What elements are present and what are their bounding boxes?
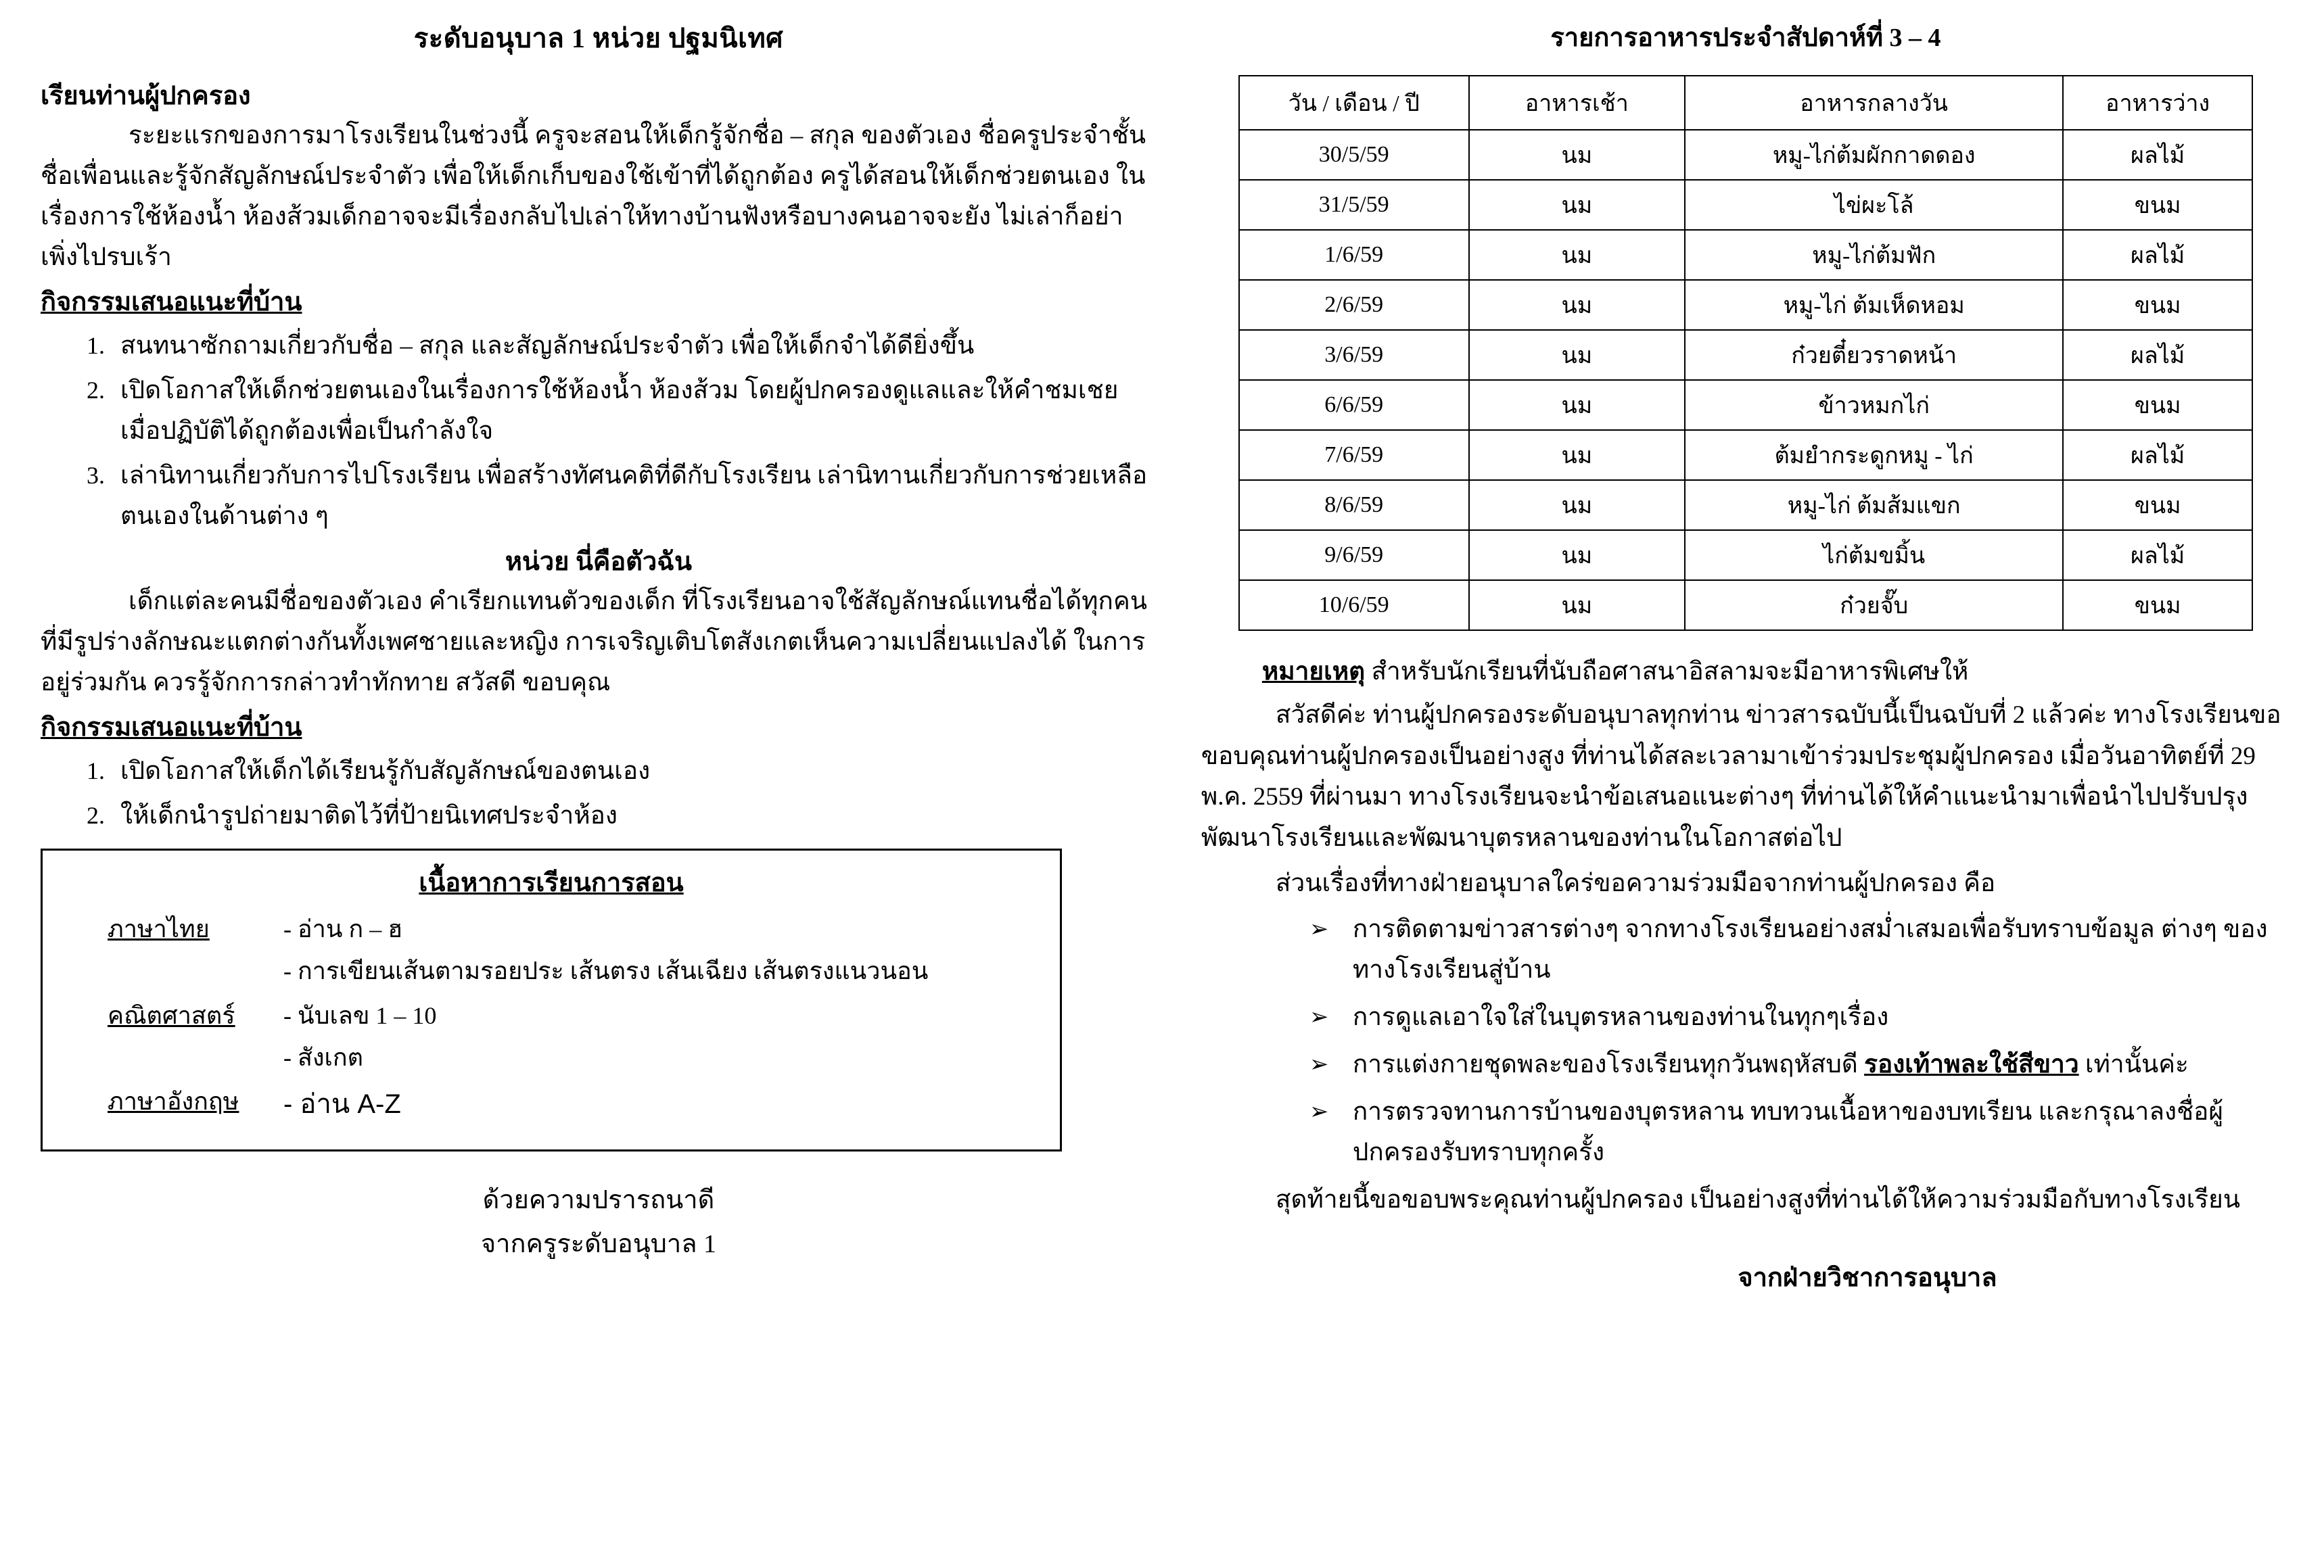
activity-heading-2: กิจกรรมเสนอแนะที่บ้าน	[41, 713, 302, 742]
table-cell: นม	[1469, 530, 1686, 580]
arrow-bullet-icon: ➢	[1309, 1005, 1329, 1030]
table-cell: 31/5/59	[1239, 180, 1469, 230]
table-cell: ผลไม้	[2063, 230, 2252, 280]
arrow-bullet-icon: ➢	[1309, 1099, 1329, 1125]
list-item	[1309, 997, 2290, 1038]
table-cell: 10/6/59	[1239, 580, 1469, 630]
left-title: ระดับอนุบาล 1 หน่วย ปฐมนิเทศ	[413, 23, 784, 53]
list-item: 3. เล่านิทานเกี่ยวกับการไปโรงเรียน เพื่อสร้างทัศนคติที่ดีกับโรงเรียน เล่านิทานเกี่ยวกับการช่วยเหลือตนเองในด้านต่าง ๆ	[111, 456, 1157, 537]
table-cell: ไก่ต้มขมิ้น	[1685, 530, 2063, 580]
table-cell: หมู-ไก่ ต้มเห็ดหอม	[1685, 280, 2063, 330]
right-column	[1194, 16, 2297, 1552]
table-row	[1239, 430, 2252, 480]
table-cell: ขนม	[2063, 580, 2252, 630]
note-text: สำหรับนักเรียนที่นับถือศาสนาอิสลามจะมีอาหารพิเศษให้	[1371, 658, 1969, 686]
table-cell: นม	[1469, 180, 1686, 230]
table-cell: นม	[1469, 580, 1686, 630]
closing-line-2: จากครูระดับอนุบาล 1	[480, 1229, 716, 1258]
list-item: 1. สนทนาซักถามเกี่ยวกับชื่อ – สกุล และสัญลักษณ์ประจำตัว เพื่อให้เด็กจำได้ดียิ่งขึ้น	[111, 326, 1157, 366]
lesson-items	[283, 911, 1042, 995]
table-cell: ขนม	[2063, 280, 2252, 330]
table-cell: 8/6/59	[1239, 480, 1469, 530]
table-cell: นม	[1469, 380, 1686, 430]
list-item	[1309, 1092, 2290, 1173]
table-row	[1239, 130, 2252, 180]
list-item	[1309, 909, 2290, 991]
left-column	[27, 16, 1170, 1552]
table-cell: ขนม	[2063, 380, 2252, 430]
table-row	[1239, 180, 2252, 230]
salutation: เรียนท่านผู้ปกครอง	[41, 82, 251, 110]
table-row	[1239, 480, 2252, 530]
list-item-text-after: เท่านั้นค่ะ	[2078, 1051, 2189, 1079]
table-cell: ก๋วยจั๊บ	[1685, 580, 2063, 630]
list-item: 1. เปิดโอกาสให้เด็กได้เรียนรู้กับสัญลักษณ์ของตนเอง	[111, 751, 1157, 792]
list-item-text: การติดตามข่าวสารต่างๆ จากทางโรงเรียนอย่างสม่ำเสมอเพื่อรับทราบข้อมูล ต่างๆ ของทางโรงเรียนสู่บ้าน	[1352, 916, 2268, 984]
lesson-subject	[60, 997, 283, 1081]
table-row	[1239, 330, 2252, 380]
right-paragraph-2: ส่วนเรื่องที่ทางฝ่ายอนุบาลใคร่ขอความร่วมมือจากท่านผู้ปกครอง คือ	[1275, 869, 1996, 897]
closing-block	[41, 1179, 1157, 1266]
table-cell: ผลไม้	[2063, 330, 2252, 380]
note-line	[1201, 651, 2290, 691]
lesson-item: - อ่าน ก – ฮ	[283, 916, 403, 943]
table-cell: 9/6/59	[1239, 530, 1469, 580]
table-cell: 7/6/59	[1239, 430, 1469, 480]
right-paragraph-3: สุดท้ายนี้ขอขอบพระคุณท่านผู้ปกครอง เป็นอย่างสูงที่ท่านได้ให้ความร่วมมือกับทางโรงเรียน	[1275, 1185, 2241, 1214]
lesson-item: - การเขียนเส้นตามรอยประ เส้นตรง เส้นเฉียง เส้นตรงแนวนอน	[283, 957, 929, 984]
table-row	[1239, 280, 2252, 330]
intro-paragraph: ระยะแรกของการมาโรงเรียนในช่วงนี้ ครูจะสอนให้เด็กรู้จักชื่อ – สกุล ของตัวเอง ชื่อครูประจำชั้น ชื่อเพื่อนและรู้จักสัญลักษณ์ประจำตัว เพื่อให้เด็กเก็บของใช้เข้าที่ได้ถูกต้อง ครูได้สอนให้เด็กช่วยตนเอง ในเรื่องการใช้ห้องน้ำ ห้องส้วมเด็กอาจจะมีเรื่องกลับไปเล่าให้ทางบ้านฟังหรือบางคนอาจจะยัง ไม่เล่าก็อย่าเพิ่งไปรบเร้า	[41, 122, 1146, 271]
table-header-cell: วัน / เดือน / ปี	[1239, 76, 1469, 130]
lesson-item: - นับเลข 1 – 10	[283, 1001, 437, 1029]
table-cell: ไข่ผะโล้	[1685, 180, 2063, 230]
lesson-items	[283, 997, 1042, 1081]
right-signature: จากฝ่ายวิชาการอนุบาล	[1738, 1263, 1997, 1292]
table-cell: ขนม	[2063, 480, 2252, 530]
table-cell: 1/6/59	[1239, 230, 1469, 280]
table-cell: 30/5/59	[1239, 130, 1469, 180]
table-cell: ผลไม้	[2063, 430, 2252, 480]
table-cell: นม	[1469, 280, 1686, 330]
table-cell: 6/6/59	[1239, 380, 1469, 430]
table-cell: นม	[1469, 480, 1686, 530]
arrow-bullet-icon: ➢	[1309, 917, 1329, 943]
lesson-item: - สังเกต	[283, 1043, 364, 1071]
lesson-items	[283, 1083, 1042, 1129]
table-row	[1239, 380, 2252, 430]
unit-heading: หน่วย นี่คือตัวฉัน	[505, 548, 693, 577]
lesson-row	[60, 1083, 1042, 1129]
weekly-menu-table	[1238, 75, 2253, 631]
table-cell: นม	[1469, 130, 1686, 180]
table-header-row	[1239, 76, 2252, 130]
lesson-subject	[60, 911, 283, 995]
lesson-row	[60, 911, 1042, 995]
table-cell: หมู-ไก่ต้มฟัก	[1685, 230, 2063, 280]
table-cell: นม	[1469, 230, 1686, 280]
lesson-subject	[60, 1083, 283, 1129]
table-cell: หมู-ไก่ต้มผักกาดดอง	[1685, 130, 2063, 180]
table-cell: ต้มยำกระดูกหมู - ไก่	[1685, 430, 2063, 480]
table-row	[1239, 530, 2252, 580]
lesson-subject-label: ภาษาไทย	[108, 916, 210, 943]
note-label: หมายเหตุ	[1261, 658, 1366, 686]
lesson-box-title: เนื้อหาการเรียนการสอน	[419, 869, 684, 898]
table-cell: ก๋วยตี๋ยวราดหน้า	[1685, 330, 2063, 380]
table-header-cell: อาหารว่าง	[2063, 76, 2252, 130]
closing-line-1: ด้วยความปรารถนาดี	[482, 1186, 715, 1215]
table-cell: 3/6/59	[1239, 330, 1469, 380]
list-item	[1309, 1045, 2290, 1085]
activity-list-1	[41, 326, 1157, 537]
lesson-content-box	[41, 849, 1062, 1151]
table-cell: นม	[1469, 430, 1686, 480]
list-item-text: การดูแลเอาใจใส่ในบุตรหลานของท่านในทุกๆเรื่อง	[1352, 1003, 1889, 1032]
lesson-row	[60, 997, 1042, 1081]
table-cell: ข้าวหมกไก่	[1685, 380, 2063, 430]
unit-paragraph: เด็กแต่ละคนมีชื่อของตัวเอง คำเรียกแทนตัวของเด็ก ที่โรงเรียนอาจใช้สัญลักษณ์แทนชื่อได้ทุกคนที่มีรูปร่างลักษณะแตกต่างกันทั้งเพศชายและหญิง การเจริญเติบโตสังเกตเห็นความเปลี่ยนแปลงได้ ในการอยู่ร่วมกัน ควรรู้จักการกล่าวทำทักทาย สวัสดี ขอบคุณ	[41, 588, 1147, 697]
table-cell: ผลไม้	[2063, 530, 2252, 580]
table-cell: หมู-ไก่ ต้มส้มแขก	[1685, 480, 2063, 530]
list-item: 2. ให้เด็กนำรูปถ่ายมาติดไว้ที่ป้ายนิเทศประจำห้อง	[111, 796, 1157, 836]
activity-heading-1: กิจกรรมเสนอแนะที่บ้าน	[41, 287, 302, 316]
right-paragraph-1: สวัสดีค่ะ ท่านผู้ปกครองระดับอนุบาลทุกท่าน ข่าวสารฉบับนี้เป็นฉบับที่ 2 แล้วค่ะ ทางโรงเรียนขอขอบคุณท่านผู้ปกครองเป็นอย่างสูง ที่ท่านได้สละเวลามาเข้าร่วมประชุมผู้ปกครอง เมื่อวันอาทิตย์ที่ 29 พ.ค. 2559 ที่ผ่านมา ทางโรงเรียนจะนำข้อเสนอแนะต่างๆ ที่ท่านได้ให้คำแนะนำมาเพื่อนำไปปรับปรุงพัฒนาโรงเรียนและพัฒนาบุตรหลานของท่านในโอกาสต่อไป	[1201, 701, 2281, 853]
table-cell: 2/6/59	[1239, 280, 1469, 330]
list-item-emphasis: รองเท้าพละใช้สีขาว	[1864, 1051, 2079, 1079]
table-cell: ผลไม้	[2063, 130, 2252, 180]
table-row	[1239, 580, 2252, 630]
table-cell: ขนม	[2063, 180, 2252, 230]
table-header-cell: อาหารกลางวัน	[1685, 76, 2063, 130]
activity-list-2	[41, 751, 1157, 836]
lesson-subject-label: ภาษาอังกฤษ	[108, 1088, 239, 1116]
list-item-text: การตรวจทานการบ้านของบุตรหลาน ทบทวนเนื้อหาของบทเรียน และกรุณาลงชื่อผู้ปกครองรับทราบทุกครั้ง	[1352, 1098, 2224, 1167]
arrow-bullet-icon: ➢	[1309, 1052, 1329, 1078]
table-header-cell: อาหารเช้า	[1469, 76, 1686, 130]
table-cell: นม	[1469, 330, 1686, 380]
list-item-text: การแต่งกายชุดพละของโรงเรียนทุกวันพฤหัสบดี	[1352, 1051, 1865, 1079]
cooperation-list	[1201, 909, 2290, 1173]
menu-title: รายการอาหารประจำสัปดาห์ที่ 3 – 4	[1550, 24, 1941, 52]
lesson-subject-label: คณิตศาสตร์	[108, 1001, 235, 1029]
lesson-item: - อ่าน A-Z	[283, 1089, 401, 1120]
list-item: 2. เปิดโอกาสให้เด็กช่วยตนเองในเรื่องการใช้ห้องน้ำ ห้องส้วม โดยผู้ปกครองดูแลและให้คำชมเชยเมื่อปฏิบัติได้ถูกต้องเพื่อเป็นกำลังใจ	[111, 371, 1157, 452]
table-row	[1239, 230, 2252, 280]
